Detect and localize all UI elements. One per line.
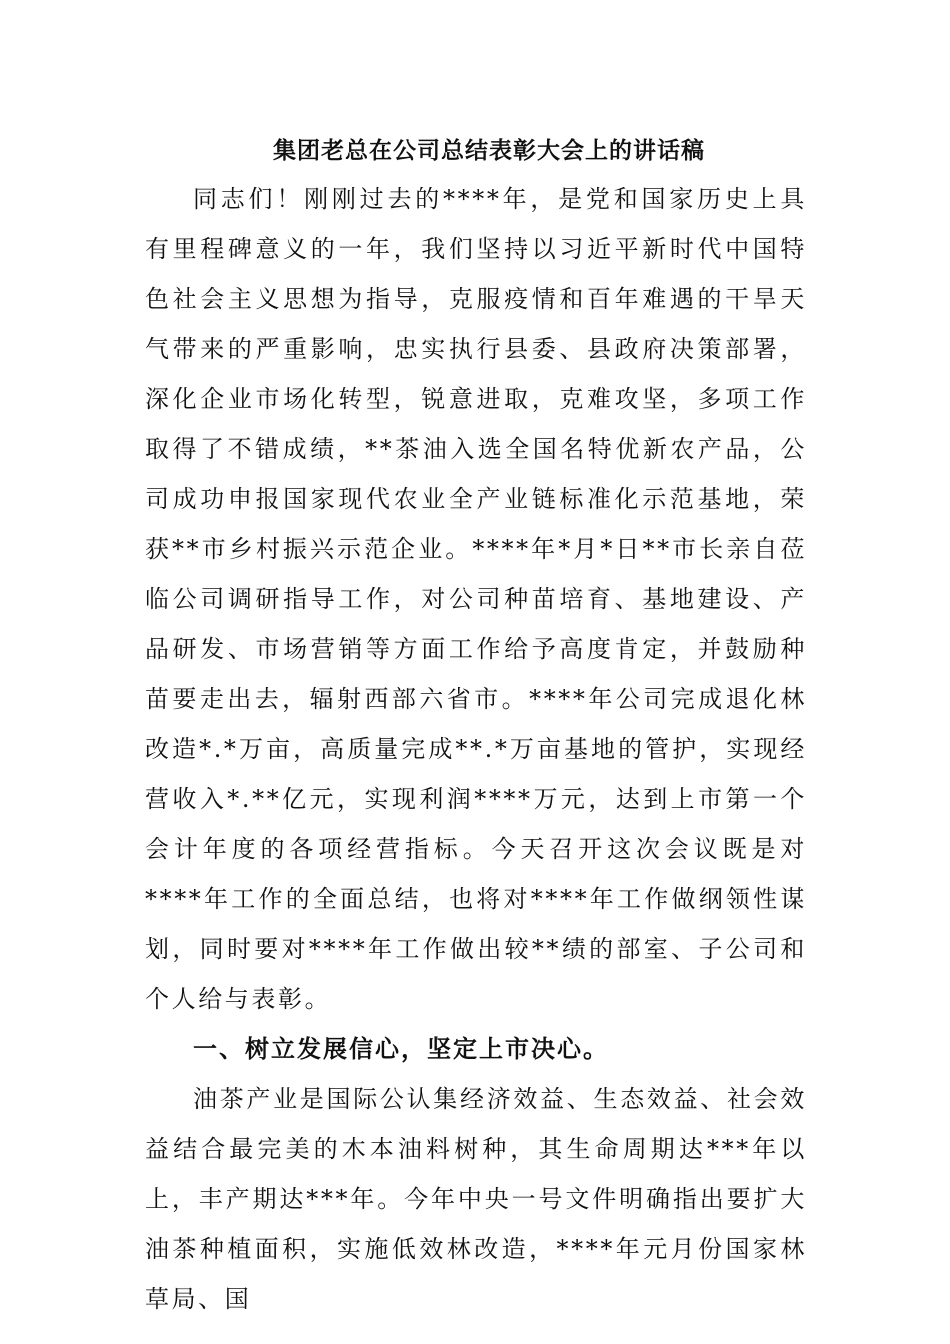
document-body bbox=[145, 128, 807, 1324]
section-paragraph: 油茶产业是国际公认集经济效益、生态效益、社会效益结合最完美的木本油料树种，其生命周期达***年以上，丰产期达***年。今年中央一号文件明确指出要扩大油茶种植面积，实施低效林改造，****年元月份国家林草局、国 bbox=[145, 1085, 807, 1313]
section-heading: 一、树立发展信心，坚定上市决心。 bbox=[193, 1034, 609, 1063]
opening-paragraph: 同志们！刚刚过去的****年，是党和国家历史上具有里程碑意义的一年，我们坚持以习近平新时代中国特色社会主义思想为指导，克服疫情和百年难遇的干旱天气带来的严重影响，忠实执行县委、县政府决策部署，深化企业市场化转型，锐意进取，克难攻坚，多项工作取得了不错成绩，**茶油入选全国名特优新农产品，公司成功申报国家现代农业全产业链标准化示范基地，荣获**市乡村振兴示范企业。****年*月*日**市长亲自莅临公司调研指导工作，对公司种苗培育、基地建设、产品研发、市场营销等方面工作给予高度肯定，并鼓励种苗要走出去，辐射西部六省市。****年公司完成退化林改造*.*万亩，高质量完成**.*万亩基地的管护，实现经营收入*.**亿元，实现利润****万元，达到上市第一个会计年度的各项经营指标。今天召开这次会议既是对****年工作的全面总结，也将对****年工作做纲领性谋划，同时要对****年工作做出较**绩的部室、子公司和个人给与表彰。 bbox=[145, 185, 807, 1013]
document-title: 集团老总在公司总结表彰大会上的讲话稿 bbox=[273, 137, 705, 164]
